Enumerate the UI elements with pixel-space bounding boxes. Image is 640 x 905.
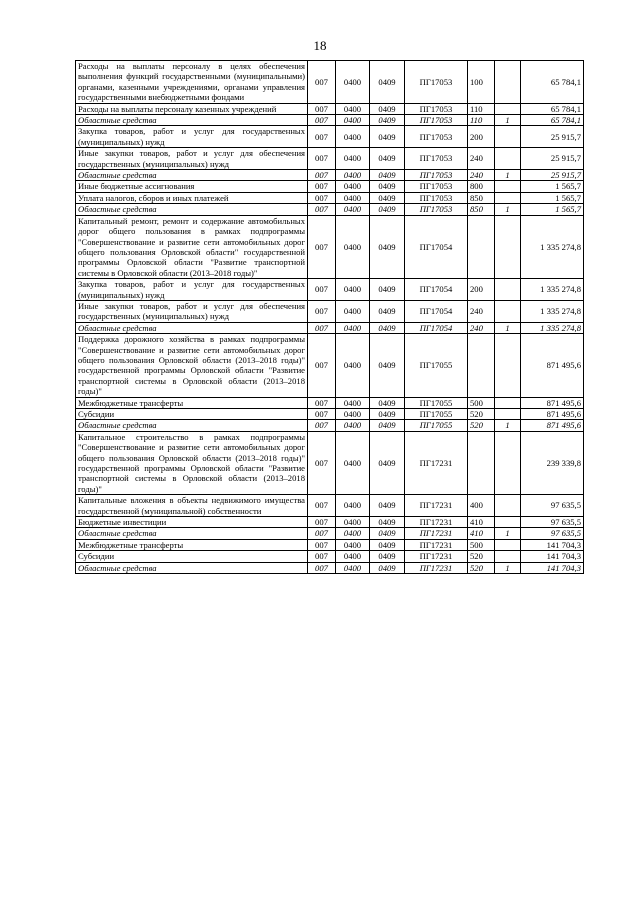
expense-type-cell: 520 (468, 409, 495, 420)
amount-cell: 1 565,7 (521, 204, 584, 215)
target-article-cell: ПГ17231 (405, 517, 468, 528)
amount-cell: 65 784,1 (521, 103, 584, 114)
target-article-cell: ПГ17054 (405, 279, 468, 301)
amount-cell: 1 565,7 (521, 192, 584, 203)
section-code-cell: 0400 (336, 126, 370, 148)
ministry-code-cell: 007 (308, 495, 336, 517)
expense-name-cell: Субсидии (76, 409, 308, 420)
target-article-cell: ПГ17231 (405, 562, 468, 573)
table-row (76, 322, 584, 333)
expense-name-cell: Капитальные вложения в объекты недвижимого имущества государственной (муниципальной) собственности (76, 495, 308, 517)
subsection-code-cell: 0409 (370, 300, 405, 322)
section-code-cell: 0400 (336, 204, 370, 215)
expense-name-cell: Расходы на выплаты персоналу в целях обеспечения выполнения функций государственными (муниципальными) органами, казенными учреждениями, органами управления государственными внебюджетными фондами (76, 61, 308, 104)
expense-name-cell: Областные средства (76, 170, 308, 181)
funding-source-cell (495, 103, 521, 114)
ministry-code-cell: 007 (308, 420, 336, 431)
expense-type-cell: 850 (468, 192, 495, 203)
expense-name-cell: Областные средства (76, 562, 308, 573)
ministry-code-cell: 007 (308, 562, 336, 573)
ministry-code-cell: 007 (308, 528, 336, 539)
amount-cell: 239 339,8 (521, 431, 584, 494)
expense-type-cell: 520 (468, 562, 495, 573)
subsection-code-cell: 0409 (370, 103, 405, 114)
expense-name-cell: Областные средства (76, 528, 308, 539)
expense-type-cell: 410 (468, 528, 495, 539)
expense-type-cell: 500 (468, 539, 495, 550)
target-article-cell: ПГ17055 (405, 420, 468, 431)
subsection-code-cell: 0409 (370, 420, 405, 431)
section-code-cell: 0400 (336, 192, 370, 203)
expense-name-cell: Поддержка дорожного хозяйства в рамках подпрограммы "Совершенствование и развитие сети автомобильных дорог общего пользования Орловской области (2013–2018 годы)" государственной программы Орловской области "Развитие транспортной системы в Орловской области (2013–2018 годы)" (76, 334, 308, 397)
funding-source-cell (495, 192, 521, 203)
table-row (76, 148, 584, 170)
section-code-cell: 0400 (336, 397, 370, 408)
subsection-code-cell: 0409 (370, 551, 405, 562)
section-code-cell: 0400 (336, 115, 370, 126)
funding-source-cell (495, 539, 521, 550)
expense-type-cell: 500 (468, 397, 495, 408)
amount-cell: 141 704,3 (521, 539, 584, 550)
table-row (76, 204, 584, 215)
ministry-code-cell: 007 (308, 215, 336, 278)
expense-type-cell: 800 (468, 181, 495, 192)
funding-source-cell (495, 148, 521, 170)
table-row (76, 562, 584, 573)
target-article-cell: ПГ17053 (405, 148, 468, 170)
amount-cell: 1 565,7 (521, 181, 584, 192)
subsection-code-cell: 0409 (370, 204, 405, 215)
subsection-code-cell: 0409 (370, 562, 405, 573)
expense-name-cell: Областные средства (76, 420, 308, 431)
subsection-code-cell: 0409 (370, 61, 405, 104)
subsection-code-cell: 0409 (370, 115, 405, 126)
subsection-code-cell: 0409 (370, 192, 405, 203)
target-article-cell: ПГ17054 (405, 215, 468, 278)
table-row (76, 115, 584, 126)
table-row (76, 279, 584, 301)
expense-type-cell (468, 334, 495, 397)
target-article-cell: ПГ17055 (405, 409, 468, 420)
expense-type-cell: 410 (468, 517, 495, 528)
expense-type-cell: 400 (468, 495, 495, 517)
subsection-code-cell: 0409 (370, 539, 405, 550)
amount-cell: 25 915,7 (521, 170, 584, 181)
amount-cell: 871 495,6 (521, 420, 584, 431)
expense-name-cell: Межбюджетные трансферты (76, 539, 308, 550)
ministry-code-cell: 007 (308, 61, 336, 104)
subsection-code-cell: 0409 (370, 431, 405, 494)
section-code-cell: 0400 (336, 528, 370, 539)
amount-cell: 97 635,5 (521, 517, 584, 528)
section-code-cell: 0400 (336, 103, 370, 114)
target-article-cell: ПГ17231 (405, 431, 468, 494)
amount-cell: 25 915,7 (521, 148, 584, 170)
funding-source-cell (495, 279, 521, 301)
amount-cell: 97 635,5 (521, 528, 584, 539)
section-code-cell: 0400 (336, 495, 370, 517)
section-code-cell: 0400 (336, 431, 370, 494)
section-code-cell: 0400 (336, 409, 370, 420)
ministry-code-cell: 007 (308, 300, 336, 322)
subsection-code-cell: 0409 (370, 517, 405, 528)
expense-name-cell: Иные закупки товаров, работ и услуг для обеспечения государственных (муниципальных) нужд (76, 148, 308, 170)
funding-source-cell (495, 397, 521, 408)
table-row (76, 192, 584, 203)
amount-cell: 1 335 274,8 (521, 300, 584, 322)
funding-source-cell: 1 (495, 528, 521, 539)
target-article-cell: ПГ17053 (405, 181, 468, 192)
table-row (76, 431, 584, 494)
funding-source-cell: 1 (495, 115, 521, 126)
expense-type-cell: 520 (468, 551, 495, 562)
expense-type-cell: 200 (468, 279, 495, 301)
target-article-cell: ПГ17231 (405, 539, 468, 550)
ministry-code-cell: 007 (308, 103, 336, 114)
table-row (76, 409, 584, 420)
subsection-code-cell: 0409 (370, 126, 405, 148)
table-row (76, 300, 584, 322)
expense-type-cell (468, 431, 495, 494)
target-article-cell: ПГ17055 (405, 397, 468, 408)
funding-source-cell: 1 (495, 170, 521, 181)
expense-name-cell: Иные бюджетные ассигнования (76, 181, 308, 192)
ministry-code-cell: 007 (308, 115, 336, 126)
expense-name-cell: Бюджетные инвестиции (76, 517, 308, 528)
target-article-cell: ПГ17054 (405, 300, 468, 322)
amount-cell: 871 495,6 (521, 397, 584, 408)
section-code-cell: 0400 (336, 539, 370, 550)
table-row (76, 334, 584, 397)
table-row (76, 539, 584, 550)
funding-source-cell (495, 300, 521, 322)
target-article-cell: ПГ17053 (405, 204, 468, 215)
target-article-cell: ПГ17231 (405, 495, 468, 517)
expense-type-cell: 240 (468, 148, 495, 170)
ministry-code-cell: 007 (308, 181, 336, 192)
section-code-cell: 0400 (336, 170, 370, 181)
expense-type-cell: 110 (468, 103, 495, 114)
subsection-code-cell: 0409 (370, 397, 405, 408)
ministry-code-cell: 007 (308, 517, 336, 528)
expense-type-cell: 850 (468, 204, 495, 215)
section-code-cell: 0400 (336, 181, 370, 192)
funding-source-cell: 1 (495, 420, 521, 431)
ministry-code-cell: 007 (308, 551, 336, 562)
table-row (76, 181, 584, 192)
section-code-cell: 0400 (336, 562, 370, 573)
table-row (76, 397, 584, 408)
table-row (76, 170, 584, 181)
section-code-cell: 0400 (336, 215, 370, 278)
funding-source-cell (495, 551, 521, 562)
subsection-code-cell: 0409 (370, 279, 405, 301)
subsection-code-cell: 0409 (370, 409, 405, 420)
funding-source-cell: 1 (495, 204, 521, 215)
section-code-cell: 0400 (336, 148, 370, 170)
expense-name-cell: Уплата налогов, сборов и иных платежей (76, 192, 308, 203)
ministry-code-cell: 007 (308, 126, 336, 148)
ministry-code-cell: 007 (308, 322, 336, 333)
funding-source-cell (495, 431, 521, 494)
ministry-code-cell: 007 (308, 539, 336, 550)
section-code-cell: 0400 (336, 61, 370, 104)
expense-type-cell: 110 (468, 115, 495, 126)
ministry-code-cell: 007 (308, 204, 336, 215)
amount-cell: 141 704,3 (521, 562, 584, 573)
amount-cell: 1 335 274,8 (521, 279, 584, 301)
target-article-cell: ПГ17231 (405, 528, 468, 539)
amount-cell: 97 635,5 (521, 495, 584, 517)
target-article-cell: ПГ17053 (405, 126, 468, 148)
section-code-cell: 0400 (336, 551, 370, 562)
expense-name-cell: Капитальное строительство в рамках подпрограммы "Совершенствование и развитие сети автомобильных дорог общего пользования Орловской области (2013–2018 годы)" государственной программы Орловской области "Развитие транспортной системы в Орловской области (2013–2018 годы)" (76, 431, 308, 494)
subsection-code-cell: 0409 (370, 170, 405, 181)
funding-source-cell (495, 126, 521, 148)
target-article-cell: ПГ17054 (405, 322, 468, 333)
funding-source-cell (495, 334, 521, 397)
table-row (76, 61, 584, 104)
expense-name-cell: Субсидии (76, 551, 308, 562)
subsection-code-cell: 0409 (370, 528, 405, 539)
ministry-code-cell: 007 (308, 334, 336, 397)
expense-name-cell: Закупка товаров, работ и услуг для государственных (муниципальных) нужд (76, 126, 308, 148)
expense-name-cell: Закупка товаров, работ и услуг для государственных (муниципальных) нужд (76, 279, 308, 301)
amount-cell: 871 495,6 (521, 409, 584, 420)
table-row (76, 420, 584, 431)
section-code-cell: 0400 (336, 517, 370, 528)
expense-type-cell: 240 (468, 300, 495, 322)
expense-type-cell: 240 (468, 170, 495, 181)
expense-name-cell: Иные закупки товаров, работ и услуг для обеспечения государственных (муниципальных) нужд (76, 300, 308, 322)
page-number: 18 (313, 38, 327, 53)
ministry-code-cell: 007 (308, 192, 336, 203)
expense-name-cell: Областные средства (76, 115, 308, 126)
funding-source-cell (495, 215, 521, 278)
target-article-cell: ПГ17053 (405, 115, 468, 126)
amount-cell: 1 335 274,8 (521, 322, 584, 333)
table-row (76, 551, 584, 562)
funding-source-cell: 1 (495, 322, 521, 333)
table-row (76, 215, 584, 278)
section-code-cell: 0400 (336, 322, 370, 333)
ministry-code-cell: 007 (308, 397, 336, 408)
subsection-code-cell: 0409 (370, 495, 405, 517)
table-row (76, 517, 584, 528)
budget-table-body (76, 61, 584, 574)
expense-name-cell: Капитальный ремонт, ремонт и содержание автомобильных дорог общего пользования в рамках подпрограммы "Совершенствование и развитие сети автомобильных дорог общего пользования Орловской области" государственной программы Орловской области "Развитие транспортной системы в Орловской области (2013–2018 годы)" (76, 215, 308, 278)
amount-cell: 25 915,7 (521, 126, 584, 148)
ministry-code-cell: 007 (308, 409, 336, 420)
section-code-cell: 0400 (336, 334, 370, 397)
table-row (76, 126, 584, 148)
funding-source-cell: 1 (495, 562, 521, 573)
ministry-code-cell: 007 (308, 279, 336, 301)
funding-source-cell (495, 495, 521, 517)
target-article-cell: ПГ17053 (405, 61, 468, 104)
expense-type-cell: 240 (468, 322, 495, 333)
expense-name-cell: Межбюджетные трансферты (76, 397, 308, 408)
table-row (76, 495, 584, 517)
expense-type-cell (468, 215, 495, 278)
target-article-cell: ПГ17053 (405, 103, 468, 114)
expense-type-cell: 200 (468, 126, 495, 148)
table-row (76, 103, 584, 114)
target-article-cell: ПГ17231 (405, 551, 468, 562)
expense-name-cell: Областные средства (76, 204, 308, 215)
target-article-cell: ПГ17053 (405, 192, 468, 203)
expense-name-cell: Областные средства (76, 322, 308, 333)
amount-cell: 141 704,3 (521, 551, 584, 562)
section-code-cell: 0400 (336, 300, 370, 322)
ministry-code-cell: 007 (308, 170, 336, 181)
amount-cell: 65 784,1 (521, 61, 584, 104)
budget-table (75, 60, 584, 574)
expense-type-cell: 520 (468, 420, 495, 431)
target-article-cell: ПГ17055 (405, 334, 468, 397)
ministry-code-cell: 007 (308, 431, 336, 494)
subsection-code-cell: 0409 (370, 215, 405, 278)
expense-type-cell: 100 (468, 61, 495, 104)
funding-source-cell (495, 181, 521, 192)
subsection-code-cell: 0409 (370, 148, 405, 170)
section-code-cell: 0400 (336, 420, 370, 431)
funding-source-cell (495, 517, 521, 528)
subsection-code-cell: 0409 (370, 181, 405, 192)
amount-cell: 1 335 274,8 (521, 215, 584, 278)
section-code-cell: 0400 (336, 279, 370, 301)
expense-name-cell: Расходы на выплаты персоналу казенных учреждений (76, 103, 308, 114)
target-article-cell: ПГ17053 (405, 170, 468, 181)
subsection-code-cell: 0409 (370, 334, 405, 397)
table-row (76, 528, 584, 539)
funding-source-cell (495, 409, 521, 420)
funding-source-cell (495, 61, 521, 104)
subsection-code-cell: 0409 (370, 322, 405, 333)
amount-cell: 871 495,6 (521, 334, 584, 397)
amount-cell: 65 784,1 (521, 115, 584, 126)
ministry-code-cell: 007 (308, 148, 336, 170)
